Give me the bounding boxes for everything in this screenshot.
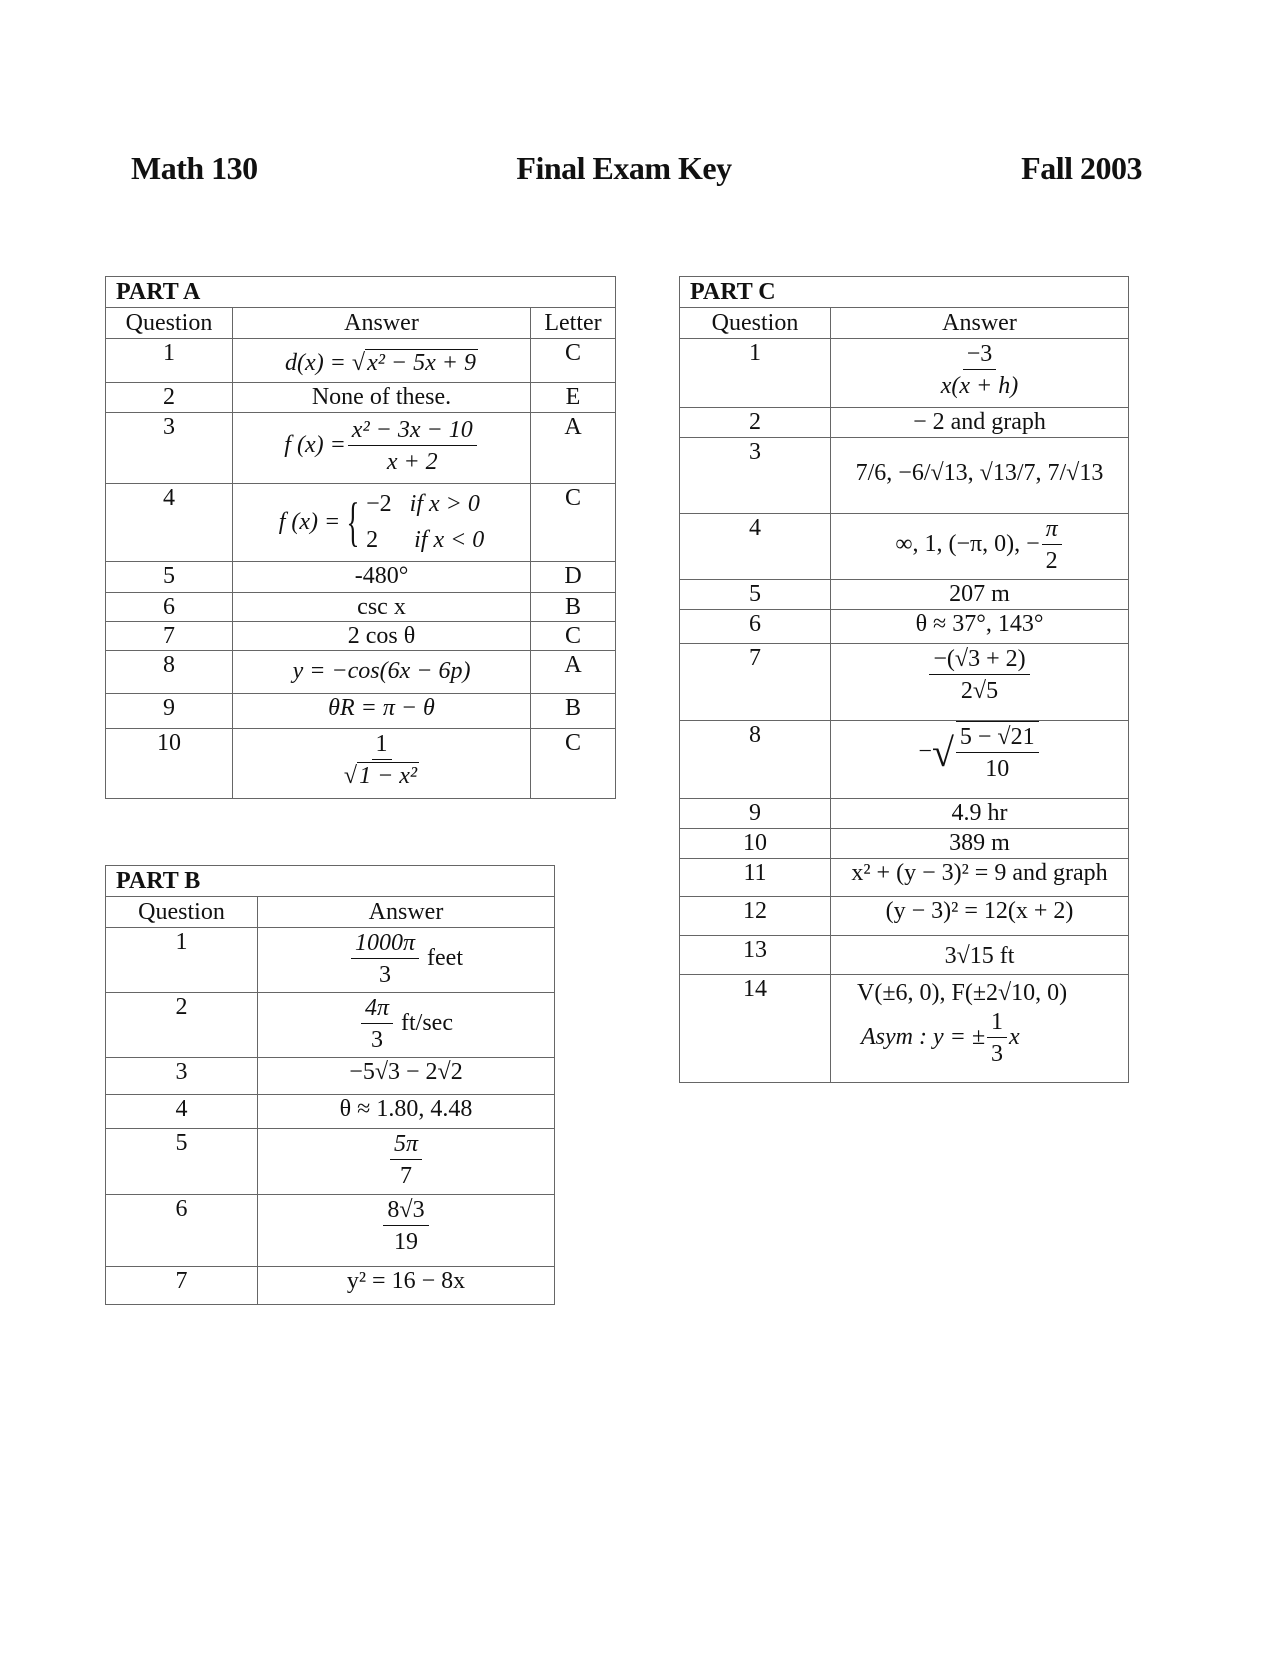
column-header-question: Question [106, 897, 258, 928]
case-condition: if x < 0 [414, 527, 485, 553]
table-row [680, 897, 1129, 936]
question-number: 12 [680, 897, 831, 936]
question-number: 5 [106, 562, 233, 593]
answer-text: -480° [233, 562, 531, 593]
answer-text: (y − 3)² = 12(x + 2) [831, 897, 1129, 936]
question-number: 3 [680, 438, 831, 514]
question-number: 8 [680, 721, 831, 799]
question-number: 7 [106, 1267, 258, 1305]
column-header-question: Question [680, 308, 831, 339]
column-header-letter: Letter [531, 308, 616, 339]
course-name: Math 130 [131, 150, 258, 186]
table-row [106, 729, 616, 799]
question-number: 2 [680, 408, 831, 438]
table-row [680, 644, 1129, 721]
question-number: 3 [106, 1058, 258, 1095]
table-row [106, 993, 555, 1058]
answer-cell [831, 514, 1129, 580]
question-number: 4 [680, 514, 831, 580]
fraction-numerator: 5 − √21 [956, 722, 1039, 753]
answer-lhs: d(x) = [285, 350, 346, 376]
question-number: 1 [680, 339, 831, 408]
unit-label: feet [427, 945, 463, 972]
fraction-denominator: 7 [400, 1163, 412, 1189]
case-value: 2 [366, 527, 379, 553]
answer-text: 3√15 ft [831, 936, 1129, 975]
question-number: 6 [680, 610, 831, 644]
answer-cell: −√ $\frac{5 - √21}{10}$ [831, 721, 1129, 799]
fraction-denominator: 3 [991, 1041, 1003, 1067]
table-row [106, 622, 616, 651]
fraction-denominator: 10 [985, 756, 1010, 782]
radicand: 1 − x² [359, 763, 418, 789]
answer-letter: B [531, 593, 616, 622]
fraction-numerator: x² − 3x − 10 [348, 415, 477, 446]
radical-icon: √ [931, 730, 954, 775]
answer-cell [258, 993, 555, 1058]
table-row [106, 1129, 555, 1195]
answer-text: y² = 16 − 8x [258, 1267, 555, 1305]
document-title: Final Exam Key [516, 150, 732, 186]
question-number: 2 [106, 993, 258, 1058]
question-number: 14 [680, 975, 831, 1083]
fraction-numerator: 5π [390, 1129, 422, 1160]
answer-text: x² + (y − 3)² = 9 and graph [831, 859, 1129, 897]
question-number: 7 [680, 644, 831, 721]
answer-cell [233, 484, 531, 562]
fraction-denominator: 2 [1045, 548, 1058, 574]
answer-letter: E [531, 383, 616, 413]
fraction-numerator: 4π [361, 993, 393, 1024]
part-c-table [679, 276, 1129, 1083]
table-row [106, 651, 616, 694]
answer-letter: A [531, 413, 616, 484]
answer-cell [258, 1129, 555, 1195]
answer-cell [831, 975, 1129, 1083]
part-a-table [105, 276, 616, 799]
answer-text: y = −cos(6x − 6p) [233, 651, 531, 694]
question-number: 11 [680, 859, 831, 897]
part-a-title: PART A [106, 277, 616, 308]
answer-letter: C [531, 339, 616, 383]
table-row [106, 593, 616, 622]
table-row [680, 610, 1129, 644]
answer-letter: C [531, 729, 616, 799]
term-label: Fall 2003 [1021, 150, 1142, 186]
question-number: 8 [106, 651, 233, 694]
answer-text: 389 m [831, 829, 1129, 859]
answer-letter: D [531, 562, 616, 593]
fraction-numerator: 1000π [351, 928, 419, 959]
answer-text: 2 cos θ [233, 622, 531, 651]
answer-text: csc x [233, 593, 531, 622]
table-row [106, 1095, 555, 1129]
answer-text: θ ≈ 1.80, 4.48 [258, 1095, 555, 1129]
table-row [680, 799, 1129, 829]
question-number: 6 [106, 1195, 258, 1267]
fraction-denominator: 2√5 [960, 678, 999, 704]
part-b-title: PART B [106, 866, 555, 897]
answer-text: θ ≈ 37°, 143° [831, 610, 1129, 644]
vertices-foci: V(±6, 0), F(±2√10, 0) [857, 980, 1068, 1006]
answer-letter: B [531, 694, 616, 729]
unit-label: ft/sec [401, 1010, 453, 1037]
fraction-numerator: 1 [372, 729, 392, 760]
table-row [680, 438, 1129, 514]
question-number: 1 [106, 928, 258, 993]
answer-prefix: ∞, 1, (−π, 0), − [895, 531, 1040, 558]
fraction-numerator: −3 [963, 339, 997, 370]
answer-letter: A [531, 651, 616, 694]
answer-lhs: f (x) = [278, 509, 341, 535]
table-row [680, 859, 1129, 897]
answer-text: 7/6, −6/√13, √13/7, 7/√13 [831, 438, 1129, 514]
fraction-denominator: x + 2 [386, 449, 438, 475]
answer-letter: C [531, 484, 616, 562]
table-row [106, 1195, 555, 1267]
answer-cell [831, 644, 1129, 721]
asymptote-prefix: Asym : y = ± [861, 1024, 985, 1051]
table-row [106, 562, 616, 593]
table-row [680, 936, 1129, 975]
answer-letter: C [531, 622, 616, 651]
fraction-denominator: 19 [393, 1229, 418, 1255]
asymptote-suffix: x [1009, 1024, 1020, 1051]
fraction-numerator: −(√3 + 2) [929, 644, 1029, 675]
fraction-numerator: 1 [987, 1007, 1007, 1038]
answer-text: None of these. [233, 383, 531, 413]
question-number: 9 [106, 694, 233, 729]
answer-text: θR = π − θ [233, 694, 531, 729]
fraction-denominator: x(x + h) [940, 373, 1019, 399]
column-header-answer: Answer [258, 897, 555, 928]
question-number: 7 [106, 622, 233, 651]
answer-text: −5√3 − 2√2 [258, 1058, 555, 1095]
answer-cell [258, 1195, 555, 1267]
table-row [680, 721, 1129, 799]
table-row [106, 1058, 555, 1095]
part-c-title: PART C [680, 277, 1129, 308]
answer-cell [258, 928, 555, 993]
answer-cell: d(x) = √x² − 5x + 9 [233, 339, 531, 383]
table-row [106, 413, 616, 484]
table-row [106, 383, 616, 413]
table-row [680, 580, 1129, 610]
question-number: 5 [680, 580, 831, 610]
table-row [106, 339, 616, 383]
table-row [106, 484, 616, 562]
answer-text: 4.9 hr [831, 799, 1129, 829]
answer-text: 207 m [831, 580, 1129, 610]
fraction-denominator: 3 [371, 1027, 383, 1053]
question-number: 13 [680, 936, 831, 975]
table-row [680, 514, 1129, 580]
table-row [680, 975, 1129, 1083]
fraction-numerator: 8√3 [383, 1195, 428, 1226]
question-number: 10 [680, 829, 831, 859]
question-number: 3 [106, 413, 233, 484]
question-number: 10 [106, 729, 233, 799]
question-number: 9 [680, 799, 831, 829]
column-header-answer: Answer [233, 308, 531, 339]
table-row [680, 829, 1129, 859]
answer-lhs: f (x) = [284, 432, 346, 459]
fraction-numerator: π [1042, 514, 1062, 545]
answer-cell [233, 413, 531, 484]
fraction-denominator: 3 [379, 962, 392, 988]
question-number: 5 [106, 1129, 258, 1195]
answer-cell [831, 339, 1129, 408]
part-b-table [105, 865, 555, 1305]
question-number: 4 [106, 1095, 258, 1129]
table-row [680, 339, 1129, 408]
table-row [106, 1267, 555, 1305]
question-number: 2 [106, 383, 233, 413]
left-brace-icon: { [346, 492, 360, 552]
table-row [106, 928, 555, 993]
column-header-question: Question [106, 308, 233, 339]
question-number: 1 [106, 339, 233, 383]
answer-text: − 2 and graph [831, 408, 1129, 438]
radicand: x² − 5x + 9 [367, 350, 476, 376]
table-row [106, 694, 616, 729]
question-number: 6 [106, 593, 233, 622]
question-number: 4 [106, 484, 233, 562]
case-condition: if x > 0 [409, 491, 480, 517]
case-value: −2 [366, 491, 392, 517]
answer-cell: $\frac{1}{\text{√1 − x²}}$ [233, 729, 531, 799]
table-row [680, 408, 1129, 438]
column-header-answer: Answer [831, 308, 1129, 339]
